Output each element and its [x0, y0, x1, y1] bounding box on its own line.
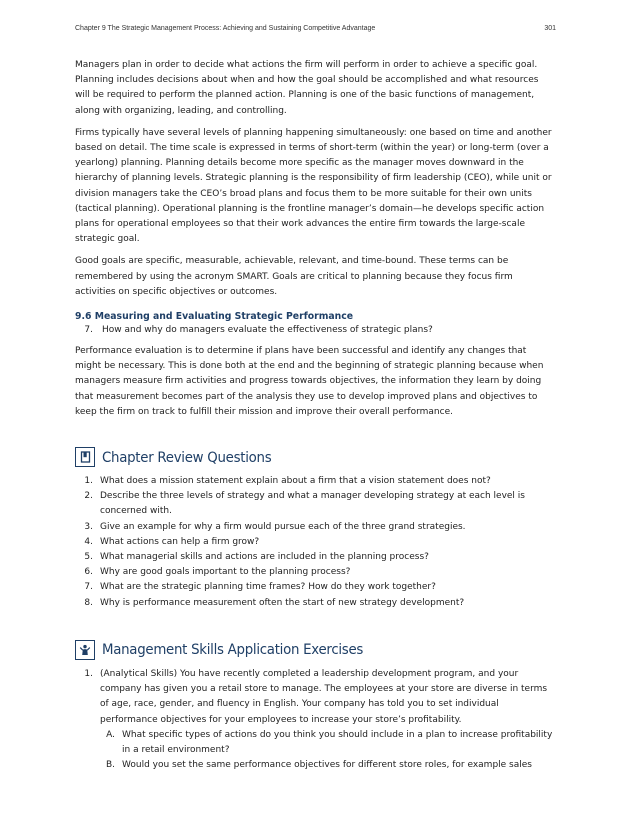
item-number: 1. [84, 476, 93, 487]
item-text: What managerial skills and actions are included in the planning process? [100, 552, 429, 563]
paragraph-goals: Good goals are specific, measurable, achievable, relevant, and time-bound. These terms can be remembered by using the acronym SMART. Goals are critical to planning because they focus firm activities on specific objectives or outcomes. [75, 256, 513, 297]
skills-section-title: Management Skills Application Exercises [102, 642, 364, 659]
book-icon [75, 447, 95, 467]
main-content [75, 58, 555, 773]
item-text: Why are good goals important to the planning process? [100, 567, 351, 578]
chapter-title: Chapter 9 The Strategic Management Process: Achieving and Sustaining Competitive Advantage [75, 25, 376, 32]
list-item [75, 550, 555, 565]
item-number: 5. [84, 552, 93, 563]
list-item [75, 520, 555, 535]
running-header [75, 25, 556, 32]
sub-item-letter: B. [105, 760, 115, 771]
item-text: Why is performance measurement often the start of new strategy development? [100, 597, 465, 608]
objective-number: 7. [84, 325, 93, 336]
sub-item [97, 758, 555, 773]
item-text: What are the strategic planning time frames? How do they work together? [100, 582, 436, 593]
item-number: 7. [84, 582, 93, 593]
objective-text: How and why do managers evaluate the effectiveness of strategic plans? [102, 325, 433, 336]
learning-objective [75, 323, 555, 338]
sub-question-list [75, 728, 555, 774]
list-item [75, 580, 555, 595]
sub-item-text: What specific types of actions do you think you should include in a plan to increase profitability in a retail environment? [122, 729, 553, 755]
review-questions-list [75, 474, 555, 611]
review-section-title: Chapter Review Questions [102, 449, 272, 466]
item-number: 3. [84, 521, 93, 532]
item-text: Describe the three levels of strategy and what a manager developing strategy at each level is concerned with. [100, 491, 525, 517]
sub-item-text: Would you set the same performance objectives for different store roles, for example sales [122, 760, 532, 771]
item-number: 1. [84, 668, 93, 679]
paragraph-planning: Managers plan in order to decide what actions the firm will perform in order to achieve a specific goal. Planning includes decisions about when and how the goal should be accomplished and what resources will be required to perform the planned action. Planning is one of the basic functions of management, along with organizing, leading, and controlling. [75, 60, 539, 116]
list-item [75, 489, 555, 519]
paragraph-levels: Firms typically have several levels of planning happening simultaneously: one based on time and another based on detail. The time scale is expressed in terms of short-term (within the year) or long-term (over a yearlong) planning. Planning details become more specific as the manager moves downward in the hierarchy of planning levels. Strategic planning is the responsibility of firm leadership (CEO), while unit or division managers take the CEO’s broad plans and focus them to be more suitable for their own units (tactical planning). Operational planning is the frontline manager’s domain—he develops specific action plans for operational employees so that their work advances the entire firm towards the large-scale strategic goal. [75, 127, 552, 245]
list-item [75, 535, 555, 550]
sub-item-letter: A. [106, 729, 115, 740]
item-text: (Analytical Skills) You have recently completed a leadership development program, and your company has given you a retail store to manage. The employees at your store are diverse in terms of age, race, gender, and fluency in English. Your company has told you to set individual performance objectives for your employees to increase your store’s profitability. [100, 668, 548, 725]
paragraph-performance: Performance evaluation is to determine if plans have been successful and identify any changes that might be necessary. This is done both at the end and the beginning of strategic planning because when managers measure firm activities and progress towards objectives, the information they learn by doing that measurement becomes part of the analysis they use to develop improved plans and objectives to keep the firm on track to fulfill their mission and improve their overall performance. [75, 346, 544, 417]
item-number: 4. [84, 536, 93, 547]
list-item [75, 596, 555, 611]
item-text: Give an example for why a firm would pursue each of the three grand strategies. [100, 521, 466, 532]
item-number: 8. [84, 597, 93, 608]
skills-exercises-list [75, 667, 555, 773]
item-number: 6. [84, 567, 93, 578]
item-text: What actions can help a firm grow? [100, 536, 260, 547]
section-heading-9-6: 9.6 Measuring and Evaluating Strategic Performance [75, 311, 354, 323]
person-presenting-icon [75, 640, 95, 660]
list-item [75, 474, 555, 489]
sub-item [97, 728, 555, 758]
list-item [75, 565, 555, 580]
skills-section-header [75, 641, 555, 661]
review-section-header [75, 448, 555, 468]
list-item [75, 667, 555, 773]
page-number: 301 [544, 25, 556, 32]
item-text: What does a mission statement explain about a firm that a vision statement does not? [100, 476, 491, 487]
item-number: 2. [84, 491, 93, 502]
